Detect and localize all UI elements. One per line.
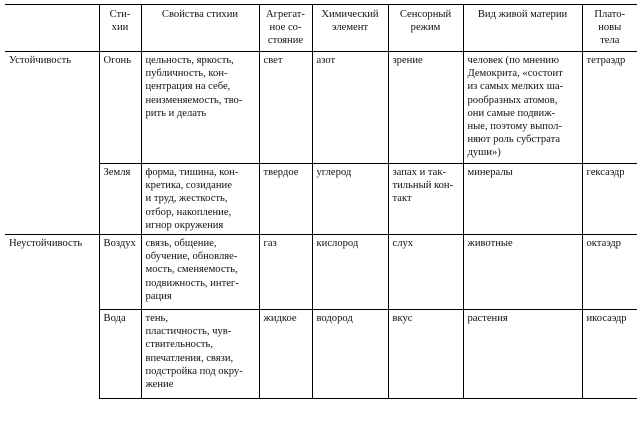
table-row (5, 164, 637, 235)
living-cell: человек (по мнению Демокрита, «состоит из самых мелких ша- рообразных атомов, они самые подвиж- ные, поэтому выпол- няют роль субстрата души») (463, 52, 582, 164)
state-cell: свет (259, 52, 312, 164)
properties-cell: связь, общение, обучение, обновляе- мость, сменяемость, подвижность, интег- рация (141, 235, 259, 310)
element-cell: Земля (99, 164, 141, 235)
chemical-cell: кислород (312, 235, 388, 310)
living-cell: растения (463, 310, 582, 399)
header-state: Агрегат- ное со- стояние (259, 5, 312, 52)
table-row (5, 310, 637, 399)
header-group (5, 5, 99, 52)
platonic-cell: икосаэдр (582, 310, 637, 399)
elements-table (5, 4, 637, 399)
living-cell: минералы (463, 164, 582, 235)
platonic-cell: тетраэдр (582, 52, 637, 164)
chemical-cell: водород (312, 310, 388, 399)
sensory-cell: запах и так- тильный кон- такт (388, 164, 463, 235)
element-cell: Огонь (99, 52, 141, 164)
chemical-cell: азот (312, 52, 388, 164)
element-cell: Воздух (99, 235, 141, 310)
table-row (5, 52, 637, 164)
state-cell: газ (259, 235, 312, 310)
platonic-cell: гексаэдр (582, 164, 637, 235)
header-chemical: Химический элемент (312, 5, 388, 52)
element-cell: Вода (99, 310, 141, 399)
chemical-cell: углерод (312, 164, 388, 235)
header-properties: Свойства стихии (141, 5, 259, 52)
state-cell: твердое (259, 164, 312, 235)
properties-cell: форма, тишина, кон- кретика, созидание и труд, жесткость, отбор, накопление, игнор окружения (141, 164, 259, 235)
table-row (5, 235, 637, 310)
platonic-cell: октаэдр (582, 235, 637, 310)
state-cell: жидкое (259, 310, 312, 399)
properties-cell: тень, пластичность, чув- ствительность, впечатления, связи, подстройка под окру- жение (141, 310, 259, 399)
header-living: Вид живой материи (463, 5, 582, 52)
header-row (5, 5, 637, 52)
properties-cell: цельность, яркость, публичность, кон- центрация на себе, неизменяемость, тво- рить и делать (141, 52, 259, 164)
sensory-cell: вкус (388, 310, 463, 399)
sensory-cell: зрение (388, 52, 463, 164)
header-platonic: Плато- новы тела (582, 5, 637, 52)
living-cell: животные (463, 235, 582, 310)
header-element: Сти- хии (99, 5, 141, 52)
sensory-cell: слух (388, 235, 463, 310)
header-sensory: Сенсорный режим (388, 5, 463, 52)
group-label-unstable: Неустойчивость (5, 235, 99, 399)
group-label-stable: Устойчивость (9, 55, 72, 66)
